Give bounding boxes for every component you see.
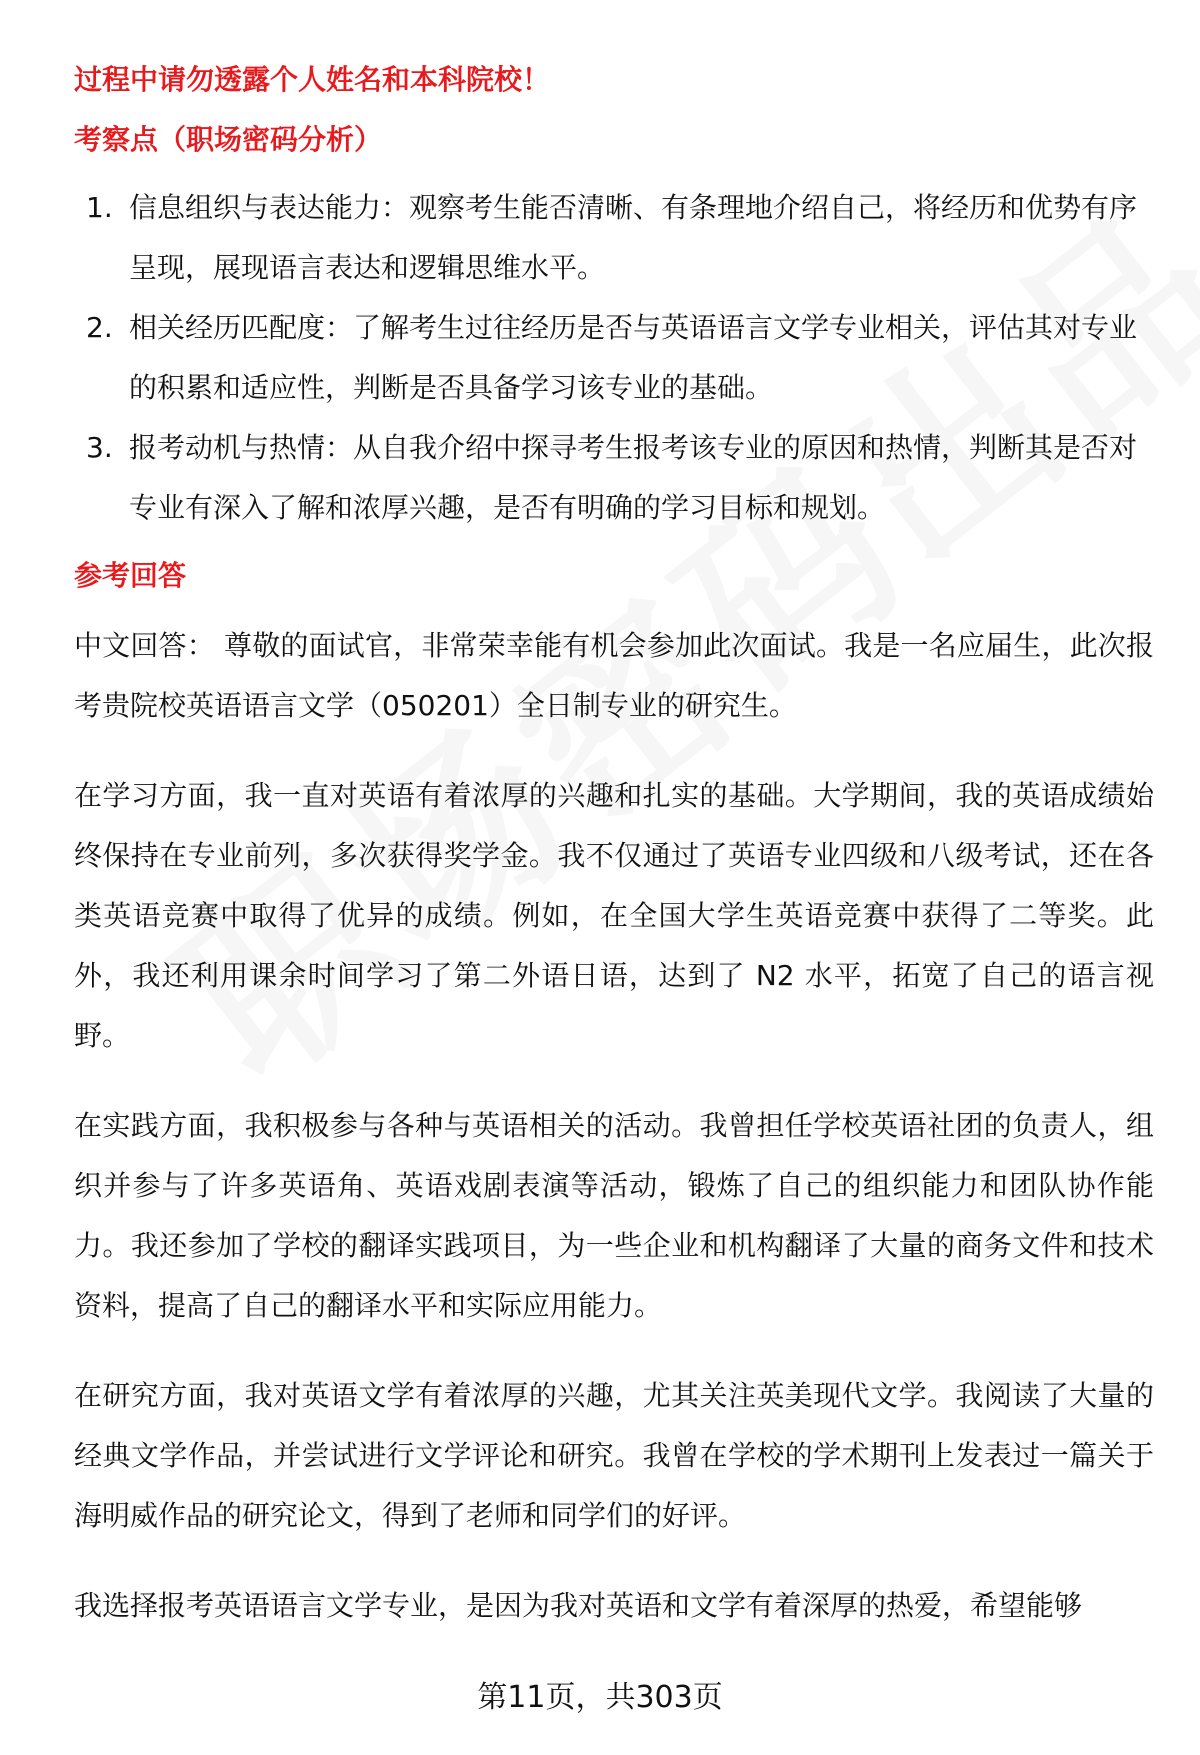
answer-paragraph-motivation: 我选择报考英语语言文学专业，是因为我对英语和文学有着深厚的热爱，希望能够 <box>74 1589 1083 1622</box>
answer-paragraph-intro: 中文回答： 尊敬的面试官，非常荣幸能有机会参加此次面试。我是一名应届生，此次报考贵院校英语语言文学（050201）全日制专业的研究生。 <box>74 629 1154 722</box>
list-item-number: 1. <box>86 191 113 224</box>
answer-paragraph-study: 在学习方面，我一直对英语有着浓厚的兴趣和扎实的基础。大学期间，我的英语成绩始终保持在专业前列，多次获得奖学金。我不仅通过了英语专业四级和八级考试，还在各类英语竞赛中取得了优异的成绩。例如，在全国大学生英语竞赛中获得了二等奖。此外，我还利用课余时间学习了第二外语日语，达到了 N2 水平，拓宽了自己的语言视野。 <box>74 779 1154 1052</box>
list-item <box>74 298 1154 418</box>
points-section-title: 考察点（职场密码分析） <box>74 123 383 156</box>
answer-paragraph-research: 在研究方面，我对英语文学有着浓厚的兴趣，尤其关注英美现代文学。我阅读了大量的经典文学作品，并尝试进行文学评论和研究。我曾在学校的学术期刊上发表过一篇关于海明威作品的研究论文，得到了老师和同学们的好评。 <box>74 1379 1154 1532</box>
list-item-number: 2. <box>86 311 113 344</box>
points-list <box>74 178 1154 538</box>
answer-section-title: 参考回答 <box>74 559 187 592</box>
page-content <box>74 60 1154 1636</box>
page-number: 第11页，共303页 <box>477 1680 723 1715</box>
list-item-text: 相关经历匹配度：了解考生过往经历是否与英语语言文学专业相关，评估其对专业的积累和适应性，判断是否具备学习该专业的基础。 <box>129 311 1138 404</box>
list-item <box>74 418 1154 538</box>
list-item-text: 报考动机与热情：从自我介绍中探寻考生报考该专业的原因和热情，判断其是否对专业有深入了解和浓厚兴趣，是否有明确的学习目标和规划。 <box>129 431 1138 524</box>
answer-paragraph-practice: 在实践方面，我积极参与各种与英语相关的活动。我曾担任学校英语社团的负责人，组织并参与了许多英语角、英语戏剧表演等活动，锻炼了自己的组织能力和团队协作能力。我还参加了学校的翻译实践项目，为一些企业和机构翻译了大量的商务文件和技术资料，提高了自己的翻译水平和实际应用能力。 <box>74 1109 1154 1322</box>
privacy-warning: 过程中请勿透露个人姓名和本科院校！ <box>74 63 551 96</box>
list-item-number: 3. <box>86 431 113 464</box>
list-item-text: 信息组织与表达能力：观察考生能否清晰、有条理地介绍自己，将经历和优势有序呈现，展现语言表达和逻辑思维水平。 <box>129 191 1138 284</box>
list-item <box>74 178 1154 298</box>
